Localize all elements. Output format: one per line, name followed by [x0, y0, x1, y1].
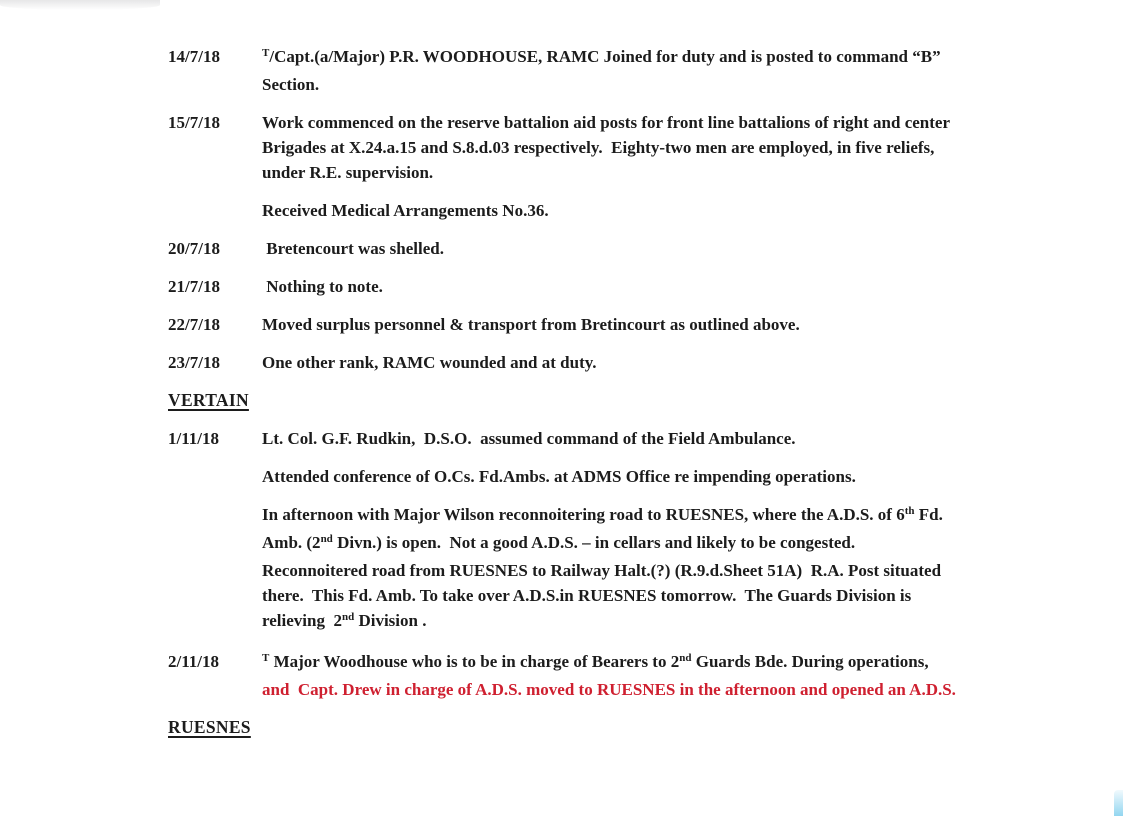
text-segment: nd — [679, 652, 692, 664]
entry-body — [262, 426, 1123, 649]
entry-paragraph — [262, 274, 1123, 299]
diary-entry-23-7-18 — [168, 350, 1123, 388]
entry-body — [262, 110, 1123, 236]
diary-entry-20-7-18 — [168, 236, 1123, 274]
text-segment: Nothing to note. — [262, 277, 383, 296]
text-segment: /Capt.(a/Major) P.R. WOODHOUSE, RAMC Joined for duty and is posted to command “B” — [269, 47, 941, 66]
diary-entry-14-7-18 — [168, 44, 1123, 110]
entry-paragraph — [262, 649, 1123, 702]
text-line — [262, 426, 1123, 451]
text-segment: Reconnoitered road from RUESNES to Railway Halt.(?) (R.9.d.Sheet 51A) R.A. Post situated — [262, 561, 942, 580]
text-segment: T — [262, 652, 270, 664]
text-line — [262, 135, 1123, 160]
entry-paragraph — [262, 312, 1123, 337]
text-line — [262, 502, 1123, 530]
text-segment: One other rank, RAMC wounded and at duty. — [262, 353, 597, 372]
text-line — [262, 110, 1123, 135]
entry-paragraph — [262, 426, 1123, 451]
entry-date: 15/7/18 — [168, 113, 220, 132]
text-segment: T — [262, 47, 270, 59]
text-segment: Division . — [354, 611, 427, 630]
text-segment: relieving 2 — [262, 611, 342, 630]
entry-date: 21/7/18 — [168, 277, 220, 296]
text-line — [262, 72, 1123, 97]
text-segment: th — [904, 505, 915, 517]
entry-body — [262, 350, 1123, 388]
text-line — [262, 464, 1123, 489]
entry-paragraph — [262, 236, 1123, 261]
text-line — [262, 558, 1123, 583]
text-line — [262, 160, 1123, 185]
text-segment: Section. — [262, 75, 320, 94]
text-segment: nd — [341, 611, 355, 623]
diary-entry-15-7-18 — [168, 110, 1123, 236]
text-segment: under R.E. supervision. — [262, 163, 434, 182]
text-segment: nd — [320, 533, 333, 545]
entry-body — [262, 274, 1123, 312]
text-line — [262, 274, 1123, 299]
text-line — [262, 198, 1123, 223]
text-line — [262, 350, 1123, 375]
entry-date: 22/7/18 — [168, 315, 220, 334]
diary-entry-1-11-18 — [168, 426, 1123, 649]
entry-paragraph — [262, 110, 1123, 185]
entry-body — [262, 44, 1123, 110]
entry-body — [262, 649, 1123, 715]
text-segment: there. This Fd. Amb. To take over A.D.S.in RUESNES tomorrow. The Guards Division is — [262, 586, 912, 605]
text-segment: Work commenced on the reserve battalion aid posts for front line battalions of right and center — [262, 113, 950, 132]
text-segment: Amb. (2 — [262, 533, 321, 552]
text-segment: Attended conference of O.Cs. Fd.Ambs. at ADMS Office re impending operations. — [262, 467, 856, 486]
entry-body — [262, 312, 1123, 350]
entry-body — [262, 236, 1123, 274]
text-segment: Moved surplus personnel & transport from Bretincourt as outlined above. — [262, 315, 800, 334]
text-segment: Received Medical Arrangements No.36. — [262, 201, 549, 220]
text-line — [262, 44, 1123, 72]
entry-date: 23/7/18 — [168, 353, 220, 372]
text-segment: Divn.) is open. Not a good A.D.S. – in cellars and likely to be congested. — [332, 533, 856, 552]
diary-entry-21-7-18 — [168, 274, 1123, 312]
text-line — [262, 530, 1123, 558]
text-segment: In afternoon with Major Wilson reconnoitering road to RUESNES, where the A.D.S. of 6 — [262, 505, 905, 524]
text-line — [262, 236, 1123, 261]
entry-paragraph — [262, 44, 1123, 97]
text-line — [262, 677, 1123, 702]
entry-paragraph — [262, 502, 1123, 636]
diary-entry-2-11-18 — [168, 649, 1123, 715]
entry-paragraph — [262, 198, 1123, 223]
entry-paragraph — [262, 350, 1123, 375]
scan-edge-mark-artifact — [1114, 790, 1123, 816]
text-segment: Guards Bde. During operations, — [691, 652, 929, 671]
text-segment: and Capt. Drew in charge of A.D.S. moved to RUESNES in the afternoon and opened an A.D.S. — [262, 680, 956, 699]
section-heading-ruesnes: RUESNES — [168, 717, 251, 737]
text-segment: Major Woodhouse who is to be in charge of Bearers to 2 — [269, 652, 680, 671]
text-segment: Brigades at X.24.a.15 and S.8.d.03 respectively. Eighty-two men are employed, in five reliefs, — [262, 138, 935, 157]
text-line — [262, 312, 1123, 337]
text-segment: Fd. — [914, 505, 943, 524]
text-segment: Lt. Col. G.F. Rudkin, D.S.O. assumed command of the Field Ambulance. — [262, 429, 796, 448]
text-line — [262, 583, 1123, 608]
section-heading-vertain: VERTAIN — [168, 390, 249, 410]
entry-date: 2/11/18 — [168, 652, 220, 671]
entry-date: 20/7/18 — [168, 239, 220, 258]
entry-date: 14/7/18 — [168, 47, 220, 66]
text-line — [262, 649, 1123, 677]
diary-entry-22-7-18 — [168, 312, 1123, 350]
entry-paragraph — [262, 464, 1123, 489]
text-segment: Bretencourt was shelled. — [262, 239, 444, 258]
entry-date: 1/11/18 — [168, 429, 220, 448]
text-line — [262, 608, 1123, 636]
